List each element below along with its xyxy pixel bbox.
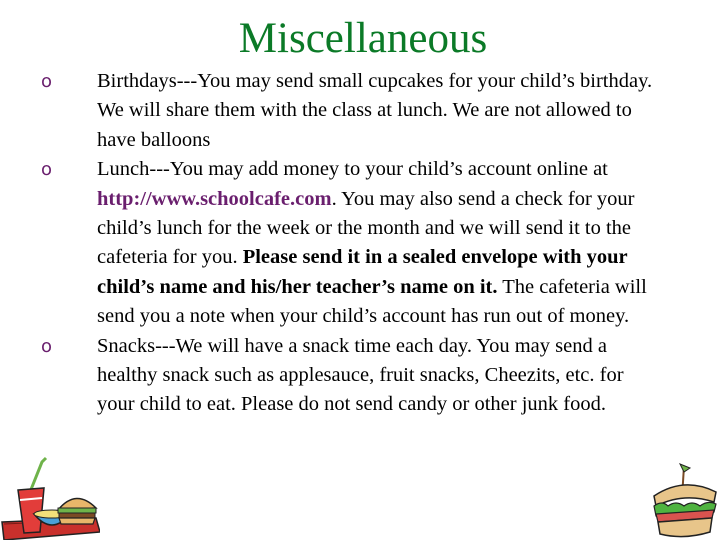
- bullet-snacks: [40, 332, 660, 420]
- bullet-lunch: [40, 155, 660, 331]
- page-title: Miscellaneous: [238, 15, 488, 62]
- bullet-lunch-text-3: The cafeteria will send you a note when your child’s account has run out of money.: [97, 275, 647, 328]
- bullet-marker: o: [41, 335, 53, 357]
- bullet-lunch-text-1: Lunch---You may add money to your child’s account online at: [97, 158, 608, 181]
- bullet-list: [40, 67, 660, 420]
- lunch-tray-icon: [0, 452, 100, 540]
- sandwich-icon: [648, 462, 720, 540]
- bullet-lunch-text-2: . You may also send a check for your child’s lunch for the week or the month and we will send it to the cafeteria for you.: [97, 187, 635, 269]
- bullet-marker: o: [41, 159, 53, 181]
- bullet-birthdays: [40, 67, 660, 155]
- schoolcafe-link[interactable]: http://www.schoolcafe.com: [97, 187, 332, 210]
- bullet-snacks-text: Snacks---We will have a snack time each day. You may send a healthy snack such as applesauce, fruit snacks, Cheezits, etc. for your child to eat. Please do not send candy or other junk food.: [97, 334, 624, 416]
- bullet-marker: o: [41, 71, 53, 92]
- bullet-lunch-bold-instruction: Please send it in a sealed envelope with your child’s name and his/her teacher’s name on it.: [97, 246, 628, 298]
- bullet-birthdays-text: Birthdays---You may send small cupcakes for your child’s birthday. We will share them with the class at lunch. We are not allowed to have balloons: [97, 70, 653, 151]
